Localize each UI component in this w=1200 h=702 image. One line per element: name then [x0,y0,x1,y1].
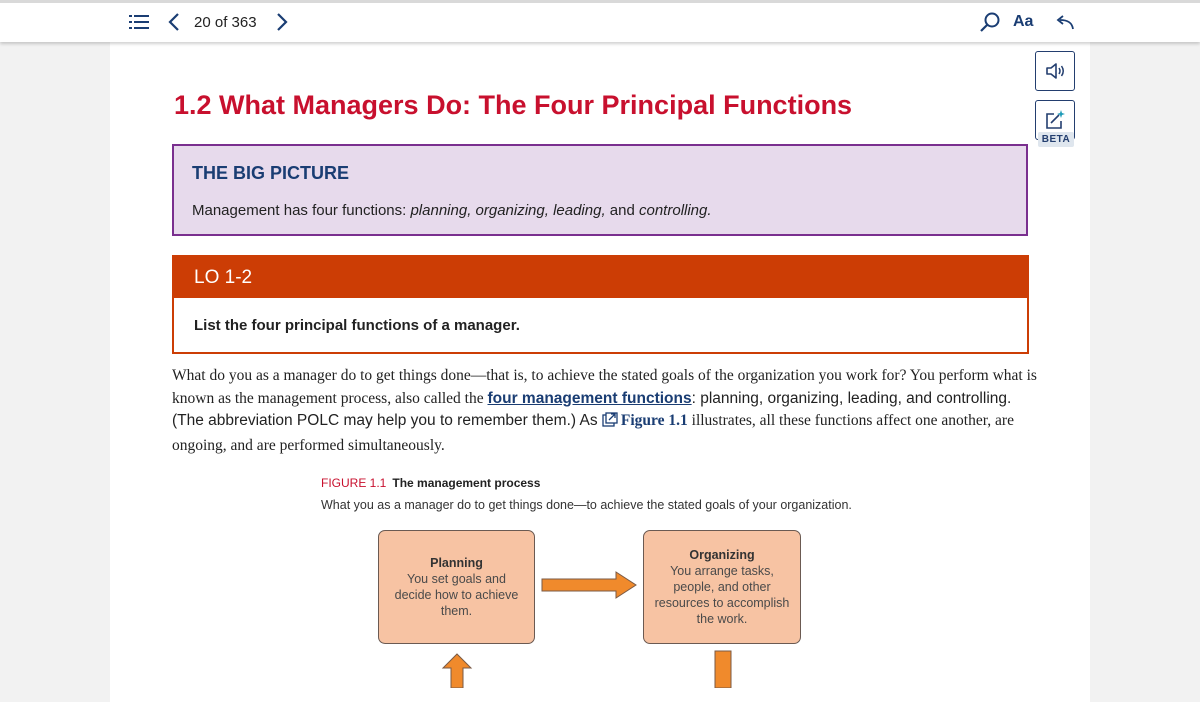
ai-sparkle-icon [1043,109,1067,131]
learning-objective-text: List the four principal functions of a manager. [194,317,520,334]
figure-label: FIGURE 1.1 [321,476,387,490]
body-part-3: illustrates, all these functions affect one another, are ongoing, and are performed simultaneously. [172,412,1014,455]
figure-title: The management process [392,476,541,490]
learning-objective-label: LO 1-2 [174,257,1027,298]
body-part-2: : planning, organizing, leading, and controlling. (The abbreviation POLC may help you to remember them.) As [172,389,1012,430]
toc-icon[interactable] [128,11,150,33]
big-picture-lead: Management has four functions: [192,202,411,219]
chevron-right-icon[interactable] [272,11,292,33]
beta-badge: BETA [1038,132,1074,147]
big-picture-text [192,202,712,219]
reader-toolbar [0,0,1200,42]
planning-text: You set goals and decide how to achieve them. [394,572,519,618]
arrow-up-icon [441,652,473,688]
organizing-box [643,530,801,644]
big-picture-box [172,144,1028,236]
arrow-right-icon [540,569,640,601]
big-picture-functions: planning, organizing, leading, [410,202,606,219]
figure-caption [321,476,540,490]
search-icon[interactable] [978,10,1002,34]
font-size-button[interactable]: Aa [1013,13,1034,30]
big-picture-and: and [605,202,639,219]
section-title: 1.2 What Managers Do: The Four Principal Functions [174,90,853,120]
planning-box [378,530,535,644]
audio-button[interactable] [1035,51,1075,91]
organizing-title: Organizing [689,548,755,562]
figure-popup-icon[interactable] [602,412,618,435]
back-arrow-icon[interactable] [1052,11,1076,33]
figure-link[interactable]: Figure 1.1 [620,412,688,430]
arrow-down-icon [713,650,733,688]
key-term-link[interactable]: four management functions [487,389,692,407]
body-part-1: What do you as a manager do to get things done—that is, to achieve the stated goals of the organization you work for? You perform what is known as the management process, also called the [172,367,1037,407]
chevron-left-icon[interactable] [164,11,184,33]
planning-title: Planning [430,556,483,570]
page-count: 20 of 363 [194,13,257,31]
body-paragraph [172,365,1042,458]
learning-objective-box [172,255,1029,354]
speaker-icon [1044,61,1066,81]
figure-subtitle: What you as a manager do to get things done—to achieve the stated goals of your organization. [321,498,852,512]
big-picture-last: controlling. [639,202,712,219]
organizing-text: You arrange tasks, people, and other resources to accomplish the work. [654,564,790,626]
big-picture-title: THE BIG PICTURE [192,163,350,183]
